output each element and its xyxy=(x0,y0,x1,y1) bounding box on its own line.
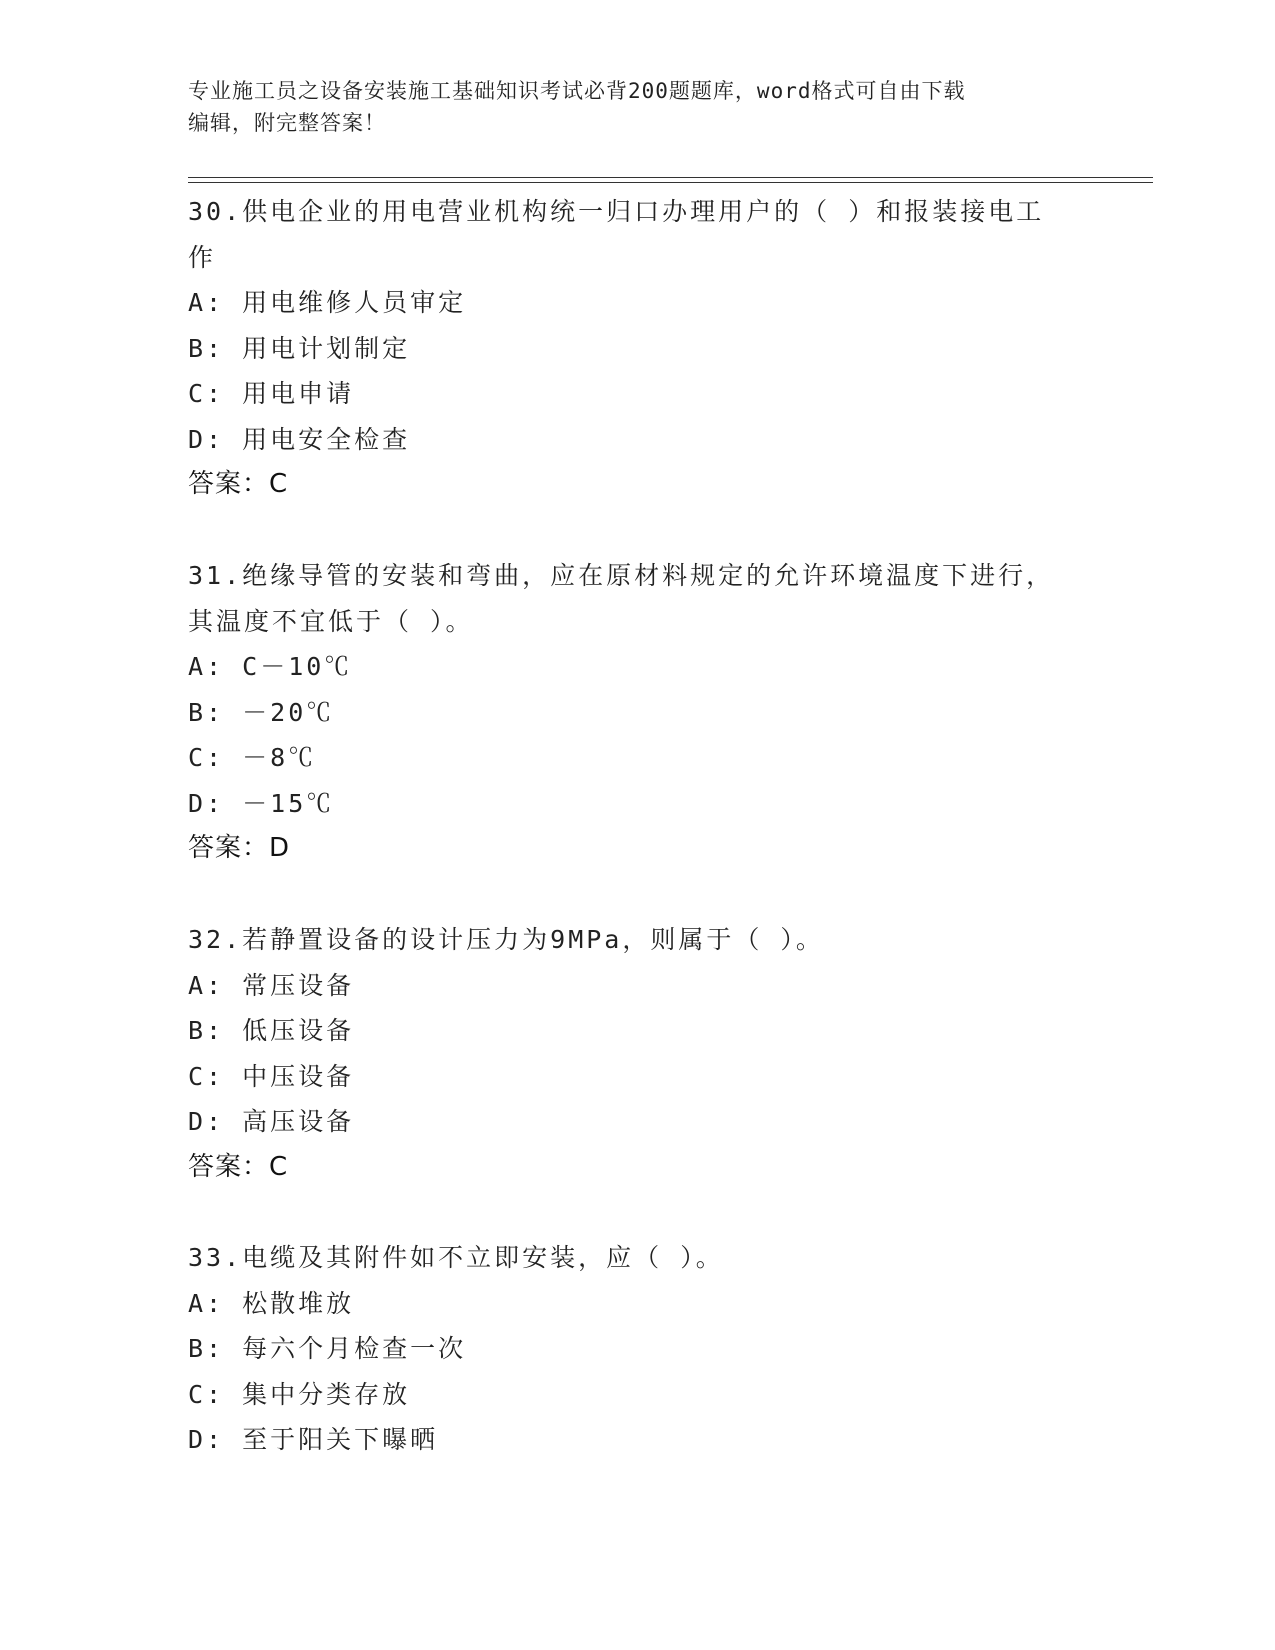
question-32 xyxy=(188,917,1088,1190)
question-30 xyxy=(188,189,1088,508)
option-c: C: 用电申请 xyxy=(188,379,355,408)
option-a: A: 松散堆放 xyxy=(188,1288,355,1318)
option-d: D: －15℃ xyxy=(188,788,335,818)
option-d: D: 高压设备 xyxy=(188,1107,355,1136)
question-stem-line: 作 xyxy=(188,242,217,272)
question-stem-line: 33.电缆及其附件如不立即安装，应（ ）。 xyxy=(188,1243,724,1272)
option-d: D: 至于阳关下曝晒 xyxy=(188,1425,439,1454)
header-divider-top xyxy=(188,177,1153,178)
question-33 xyxy=(188,1235,1088,1463)
answer-text: 答案：C xyxy=(188,469,289,499)
option-c: C: －8℃ xyxy=(188,743,317,772)
option-d: D: 用电安全检查 xyxy=(188,424,411,454)
option-b: B: 用电计划制定 xyxy=(188,333,411,363)
header-line-1: 专业施工员之设备安装施工基础知识考试必背200题题库，word格式可自由下载 xyxy=(188,79,966,103)
header-divider-bottom xyxy=(188,182,1153,183)
question-stem-line: 32.若静置设备的设计压力为9MPa，则属于（ ）。 xyxy=(188,925,824,954)
option-b: B: 低压设备 xyxy=(188,1016,355,1045)
question-stem-line: 其温度不宜低于（ ）。 xyxy=(188,606,474,636)
option-b: B: 每六个月检查一次 xyxy=(188,1334,467,1363)
question-31 xyxy=(188,553,1088,872)
option-b: B: －20℃ xyxy=(188,697,335,727)
question-stem-line: 30.供电企业的用电营业机构统一归口办理用户的（ ）和报装接电工 xyxy=(188,197,1045,226)
document-header xyxy=(188,75,1068,139)
option-c: C: 集中分类存放 xyxy=(188,1379,411,1409)
option-a: A: 常压设备 xyxy=(188,970,355,1000)
answer-text: 答案：C xyxy=(188,1151,289,1182)
option-a: A: 用电维修人员审定 xyxy=(188,288,467,317)
question-stem-line: 31.绝缘导管的安装和弯曲，应在原材料规定的允许环境温度下进行， xyxy=(188,561,1055,590)
option-a: A: C－10℃ xyxy=(188,652,353,681)
answer-text: 答案：D xyxy=(188,833,291,863)
header-line-2: 编辑，附完整答案！ xyxy=(188,111,386,135)
option-c: C: 中压设备 xyxy=(188,1061,355,1091)
